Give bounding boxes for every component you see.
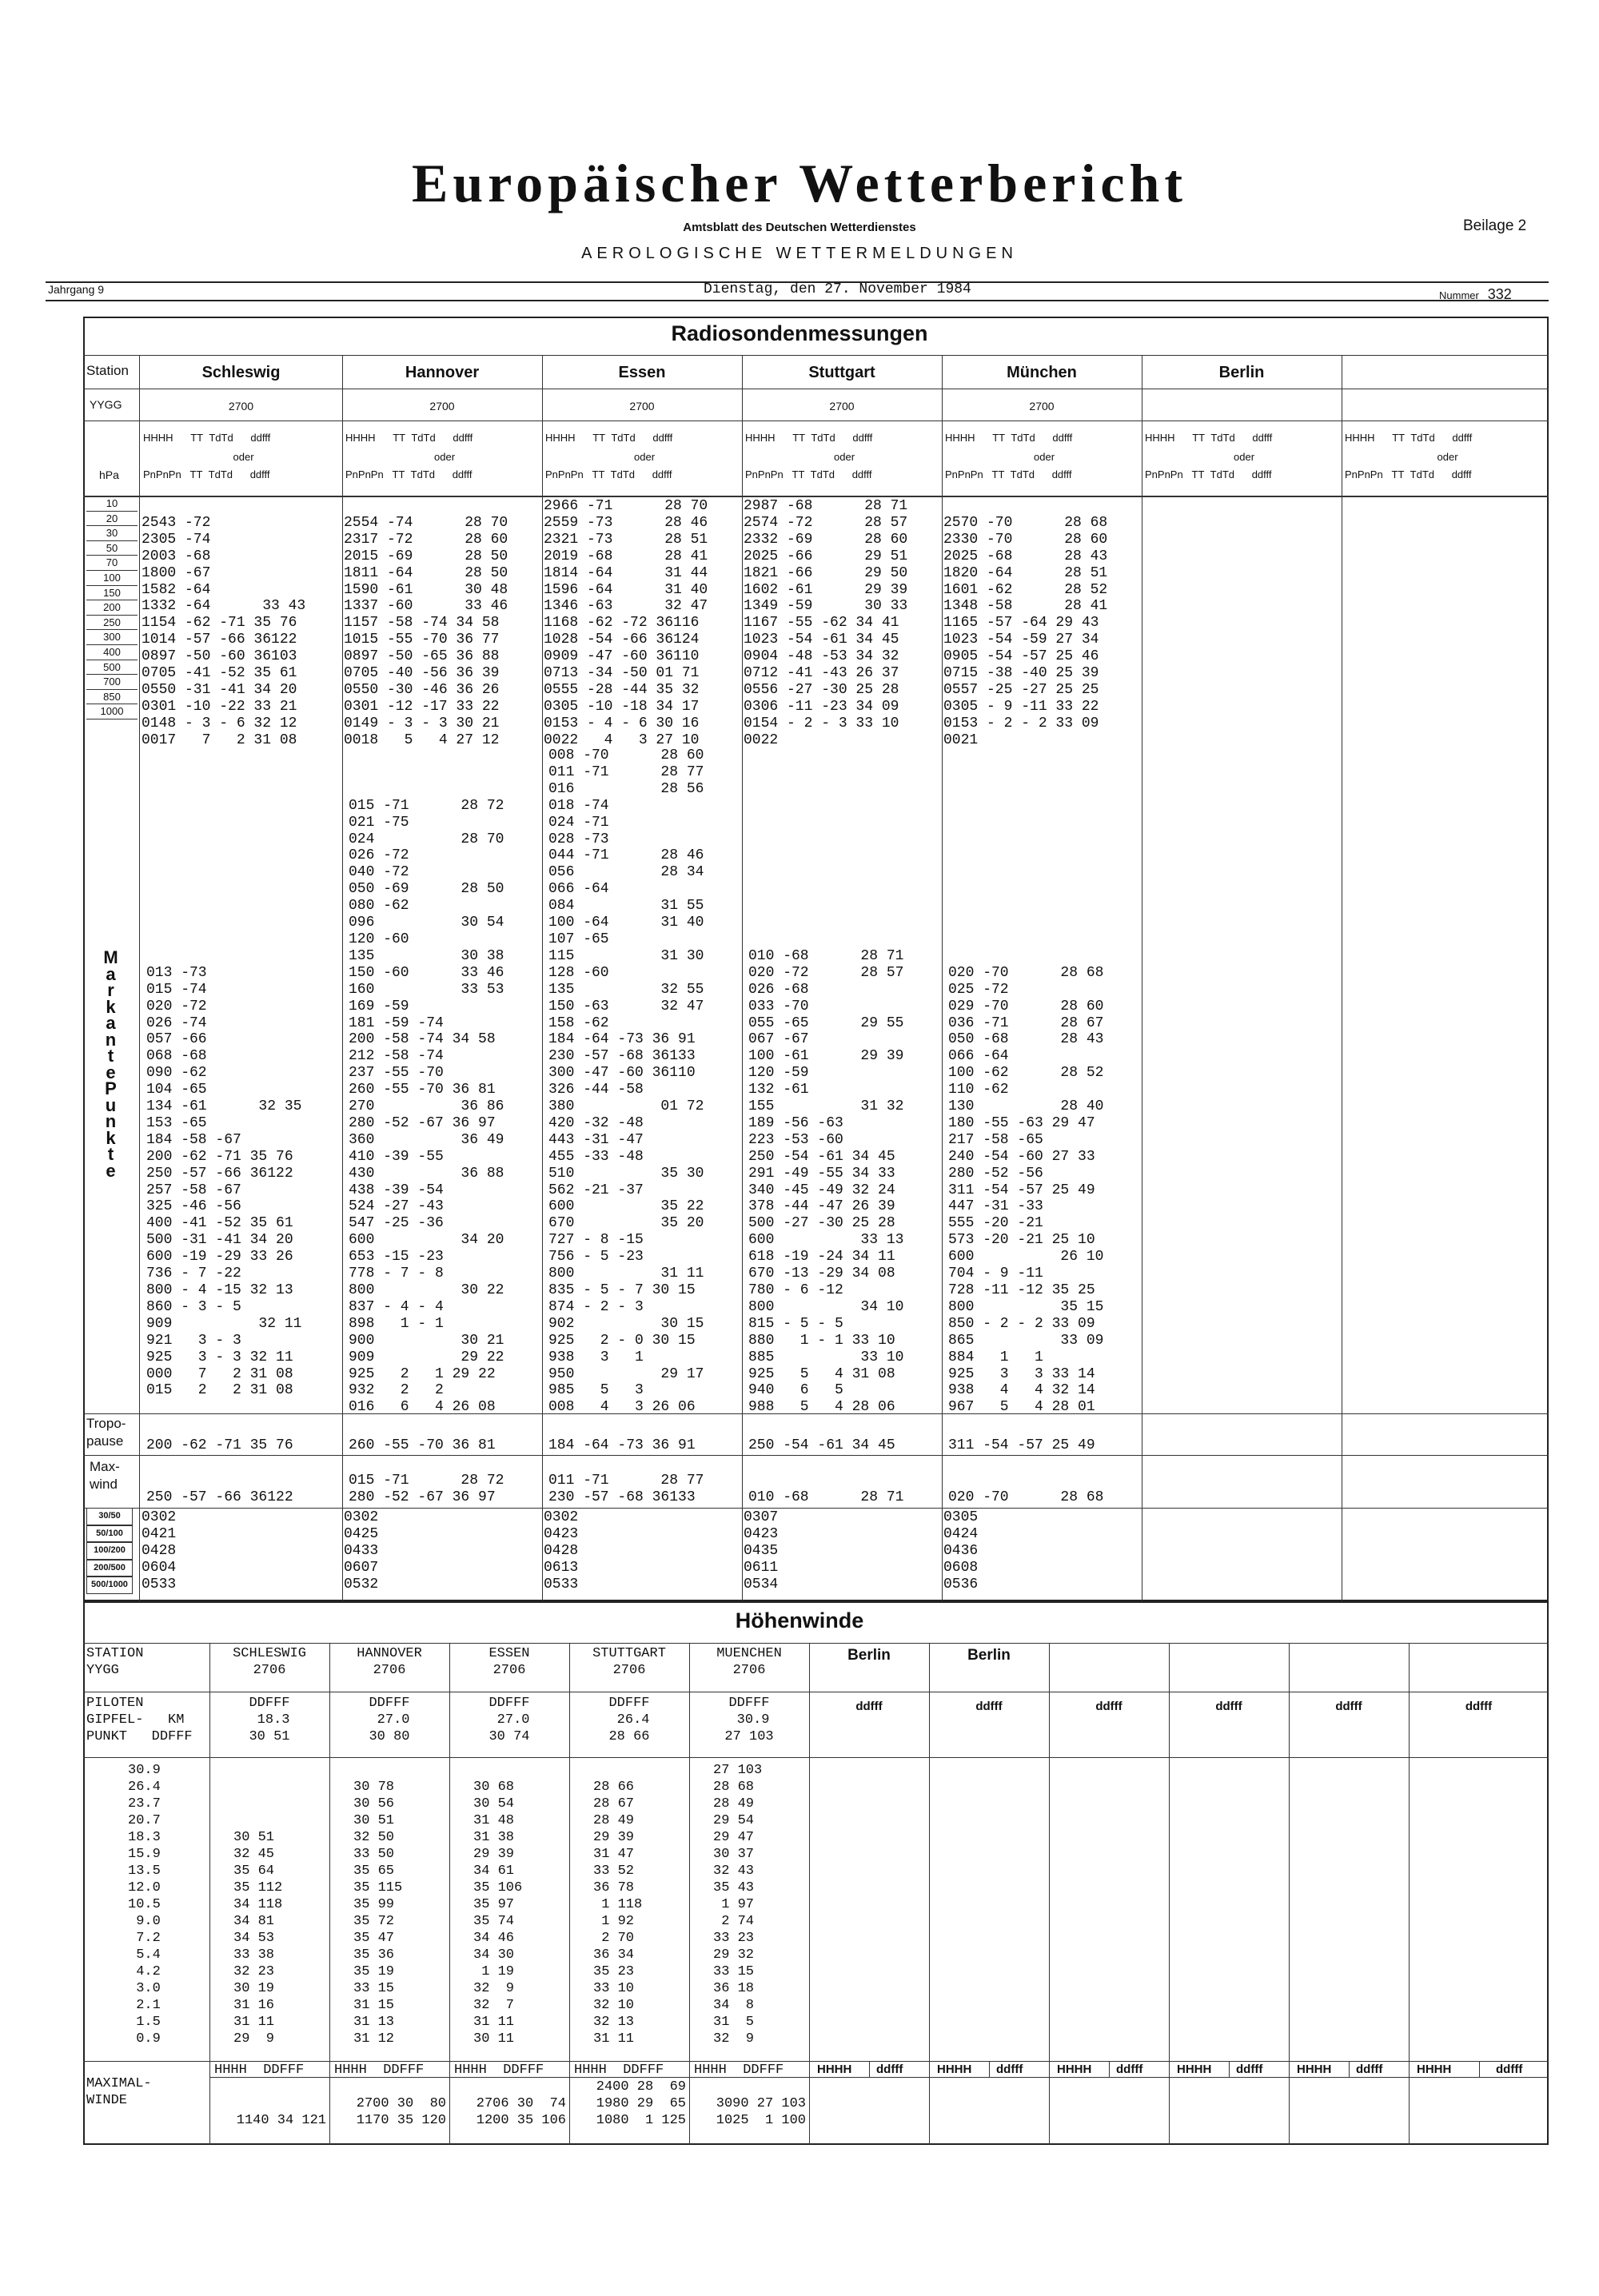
column-header-row1: HHHH TT TdTd ddfff bbox=[143, 432, 271, 444]
station-yygg: 2700 bbox=[1029, 400, 1055, 413]
station-name: Berlin bbox=[1218, 364, 1265, 381]
column-header-row1: HHHH TT TdTd ddfff bbox=[345, 432, 473, 444]
column-header-row1: HHHH TT TdTd ddfff bbox=[945, 432, 1073, 444]
hhhh-header: HHHH bbox=[817, 2063, 852, 2076]
column-header-oder: oder bbox=[634, 451, 656, 463]
hpa-level: 850 bbox=[86, 690, 138, 705]
shear-layer-label: 100/200 bbox=[86, 1542, 133, 1560]
ddfff-header: ddfff bbox=[975, 1700, 1003, 1713]
ddfff-header: ddfff bbox=[1496, 2063, 1523, 2076]
column-header-row2: PnPnPn TT TdTd ddfff bbox=[1345, 468, 1472, 480]
winds-station-yygg: 2706 bbox=[612, 1663, 646, 1678]
gipfelpunkt-data: DDFFF 27.0 30 80 bbox=[369, 1696, 410, 1744]
max-subcolumn-rule bbox=[1479, 2061, 1480, 2077]
hhhh-header: HHHH bbox=[1057, 2063, 1092, 2076]
hhhh-header: HHHH bbox=[1297, 2063, 1332, 2076]
max-header: HHHH DDFFF bbox=[214, 2063, 305, 2078]
maxwind-data: 010 -68 28 71 bbox=[748, 1489, 904, 1505]
tropopause-data: 200 -62 -71 35 76 bbox=[146, 1437, 293, 1453]
radiosonde-rule bbox=[83, 1508, 1549, 1509]
station-yygg-block: STATION YYGG bbox=[86, 1646, 144, 1678]
maximal-winde-label: MAXIMAL- WINDE bbox=[86, 2076, 152, 2108]
hpa-level: 30 bbox=[86, 526, 138, 541]
tropopause-data: 184 -64 -73 36 91 bbox=[548, 1437, 696, 1453]
maximal-winde-data: 2700 30 80 1170 35 120 bbox=[356, 2096, 446, 2128]
maxwind-data: 020 -70 28 68 bbox=[948, 1489, 1104, 1505]
column-header-oder: oder bbox=[1034, 451, 1055, 463]
winds-column-rule bbox=[1289, 1643, 1290, 2145]
ddfff-header: ddfff bbox=[1095, 1700, 1122, 1713]
max-header: HHHH DDFFF bbox=[454, 2063, 544, 2078]
winds-column-rule bbox=[569, 1643, 570, 2145]
max-subcolumn-rule bbox=[1349, 2061, 1350, 2077]
station-name: Hannover bbox=[405, 364, 480, 381]
page-subtitle: Amtsblatt des Deutschen Wetterdienstes bbox=[683, 221, 916, 234]
hhhh-header: HHHH bbox=[937, 2063, 972, 2076]
station-yygg: 2700 bbox=[829, 400, 855, 413]
berlin-header: Berlin bbox=[967, 1647, 1011, 1664]
winds-station-yygg: 2706 bbox=[492, 1663, 526, 1678]
max-header: HHHH DDFFF bbox=[574, 2063, 664, 2078]
column-header-row2: PnPnPn TT TdTd ddfff bbox=[345, 468, 473, 480]
jahrgang-label: Jahrgang 9 bbox=[48, 283, 105, 296]
column-header-row2: PnPnPn TT TdTd ddfff bbox=[745, 468, 872, 480]
ddfff-header: ddfff bbox=[1335, 1700, 1362, 1713]
station-column-rule bbox=[342, 355, 343, 1601]
hhhh-header: HHHH bbox=[1417, 2063, 1452, 2076]
hpa-level: 50 bbox=[86, 541, 138, 556]
hpa-level: 1000 bbox=[86, 704, 138, 719]
winds-column-rule bbox=[929, 1643, 930, 2145]
markante-punkte-data: 010 -68 28 71 020 -72 28 57 026 -68 033 -70 055 -65 29 55 067 -67 100 -61 29 39 120 -59 132 -61 155 31 32 189 -56 -63 223 -53 -60 250 -54 -61 34 45 291 -49 -55 34 33 340 -45 -49 32 24 378 -44 -47 26 39 500 -27 -30 25 28 600 33 13 618 -19 -24 34 11 670 -13 -29 34 08 780 - 6 -12 800 34 10 815 - 5 - 5 880 1 - 1 33 10 885 33 10 925 5 4 31 08 940 6 5 988 5 4 28 06 bbox=[748, 947, 904, 1416]
maxwind-data: 250 -57 -66 36122 bbox=[146, 1489, 293, 1505]
hpa-level: 200 bbox=[86, 600, 138, 616]
standard-levels-data: 2987 -68 28 71 2574 -72 28 57 2332 -69 28 60 2025 -66 29 51 1821 -66 29 50 1602 -61 29 39 1349 -59 30 33 1167 -55 -62 34 41 1023 -54 -61 34 45 0904 -48 -53 34 32 0712 -41 -43 26 37 0556 -27 -30 25 28 0306 -11 -23 34 09 0154 - 2 - 3 33 10 0022 bbox=[744, 498, 908, 748]
max-subcolumn-rule bbox=[1109, 2061, 1110, 2077]
winds-column-data: 27 103 28 68 28 49 29 54 29 47 30 37 32 43 35 43 1 97 2 74 33 23 29 32 33 15 36 18 34 8 31 5 32 9 bbox=[713, 1763, 763, 2047]
hpa-level-list bbox=[86, 496, 138, 719]
winds-column-rule bbox=[329, 1643, 330, 2145]
hpa-label: hPa bbox=[99, 468, 119, 481]
hpa-level: 10 bbox=[86, 496, 138, 512]
hhhh-header: HHHH bbox=[1177, 2063, 1212, 2076]
hpa-level: 400 bbox=[86, 645, 138, 660]
wind-shear-data: 0302 0425 0433 0607 0532 bbox=[344, 1509, 379, 1592]
shear-layer-label: 200/500 bbox=[86, 1560, 133, 1577]
hpa-level: 100 bbox=[86, 571, 138, 586]
max-header: HHHH DDFFF bbox=[694, 2063, 784, 2078]
radiosonde-rule bbox=[83, 496, 1549, 497]
maximal-winde-data: 3090 27 103 1025 1 100 bbox=[716, 2096, 806, 2128]
ddfff-header: ddfff bbox=[1236, 2063, 1263, 2076]
wind-shear-data: 0302 0423 0428 0613 0533 bbox=[544, 1509, 579, 1592]
max-subcolumn-rule bbox=[989, 2061, 990, 2077]
winds-station-name: ESSEN bbox=[488, 1646, 530, 1661]
winds-column-data: 30 68 30 54 31 48 31 38 29 39 34 61 35 106 35 97 35 74 34 46 34 30 1 19 32 9 32 7 31 11 30 11 bbox=[473, 1780, 523, 2047]
standard-levels-data: 2570 -70 28 68 2330 -70 28 60 2025 -68 28 43 1820 -64 28 51 1601 -62 28 52 1348 -58 28 41 1165 -57 -64 29 43 1023 -54 -59 27 34 0905 -54 -57 25 46 0715 -38 -40 25 39 0557 -25 -27 25 25 0305 - 9 -11 33 22 0153 - 2 - 2 33 09 0021 bbox=[943, 514, 1108, 748]
maximal-winde-data: 2706 30 74 1200 35 106 bbox=[476, 2096, 566, 2128]
section-heading: AEROLOGISCHE WETTERMELDUNGEN bbox=[581, 245, 1018, 262]
hpa-level: 300 bbox=[86, 630, 138, 645]
standard-levels-data: 2554 -74 28 70 2317 -72 28 60 2015 -69 28 50 1811 -64 28 50 1590 -61 30 48 1337 -60 33 46 1157 -58 -74 34 58 1015 -55 -70 36 77 0897 -50 -65 36 88 0705 -40 -56 36 39 0550 -30 -46 36 26 0301 -12 -17 33 22 0149 - 3 - 3 30 21 0018 5 4 27 12 bbox=[344, 514, 508, 748]
max-subcolumn-rule bbox=[869, 2061, 870, 2077]
tropopause-label: Tropo-pause bbox=[86, 1416, 126, 1449]
maxwind-label: Max-wind bbox=[90, 1459, 120, 1492]
winds-column-rule bbox=[809, 1643, 810, 2145]
tropopause-data: 311 -54 -57 25 49 bbox=[948, 1437, 1095, 1453]
markante-punkte-data: 020 -70 28 68 025 -72 029 -70 28 60 036 -71 28 67 050 -68 28 43 066 -64 100 -62 28 52 110 -62 130 28 40 180 -55 -63 29 47 217 -58 -65 240 -54 -60 27 33 280 -52 -56 311 -54 -57 25 49 447 -31 -33 555 -20 -21 573 -20 -21 25 10 600 26 10 704 - 9 -11 728 -11 -12 35 25 800 35 15 850 - 2 - 2 33 09 865 33 09 884 1 1 925 3 3 33 14 938 4 4 32 14 967 5 4 28 01 bbox=[948, 964, 1104, 1416]
markante-punkte-data: 015 -71 28 72 021 -75 024 28 70 026 -72 040 -72 050 -69 28 50 080 -62 096 30 54 120 -60 135 30 38 150 -60 33 46 160 33 53 169 -59 181 -59 -74 200 -58 -74 34 58 212 -58 -74 237 -55 -70 260 -55 -70 36 81 270 36 86 280 -52 -67 36 97 360 36 49 410 -39 -55 430 36 88 438 -39 -54 524 -27 -43 547 -25 -36 600 34 20 653 -15 -23 778 - 7 - 8 800 30 22 837 - 4 - 4 898 1 - 1 900 30 21 909 29 22 925 2 1 29 22 932 2 2 016 6 4 26 08 bbox=[349, 797, 504, 1416]
maxwind-data: 011 -71 28 77 230 -57 -68 36133 bbox=[548, 1473, 704, 1505]
station-yygg: 2700 bbox=[228, 400, 254, 413]
winds-column-rule bbox=[209, 1643, 210, 2145]
winds-station-name: STUTTGART bbox=[592, 1646, 666, 1661]
maximal-winde-data: 1140 34 121 bbox=[236, 2113, 326, 2128]
label-column-rule bbox=[139, 355, 140, 1601]
winds-rule bbox=[83, 1757, 1549, 1758]
winds-station-name: HANNOVER bbox=[357, 1646, 422, 1661]
winds-column-data: 30 51 32 45 35 64 35 112 34 118 34 81 34 53 33 38 32 23 30 19 31 16 31 11 29 9 bbox=[233, 1830, 283, 2047]
hpa-level: 250 bbox=[86, 616, 138, 631]
winds-column-rule bbox=[1409, 1643, 1410, 2145]
ddfff-header: ddfff bbox=[1116, 2063, 1143, 2076]
wind-shear-data: 0305 0424 0436 0608 0536 bbox=[943, 1509, 979, 1592]
station-name: Stuttgart bbox=[808, 364, 875, 381]
winds-column-data: 30 78 30 56 30 51 32 50 33 50 35 65 35 115 35 99 35 72 35 47 35 36 35 19 33 15 31 15 31 13 31 12 bbox=[353, 1780, 403, 2047]
height-list: 30.9 26.4 23.7 20.7 18.3 15.9 13.5 12.0 10.5 9.0 7.2 5.4 4.2 3.0 2.1 1.5 0.9 bbox=[128, 1763, 161, 2047]
hpa-level: 500 bbox=[86, 660, 138, 676]
column-header-row2: PnPnPn TT TdTd ddfff bbox=[143, 468, 270, 480]
winds-title: Höhenwinde bbox=[735, 1608, 864, 1632]
hpa-level: 700 bbox=[86, 675, 138, 690]
beilage-label: Beilage 2 bbox=[1463, 217, 1527, 234]
markante-punkte-label: M a r k a n t e P u n k t e bbox=[103, 947, 119, 1181]
gipfelpunkt-data: DDFFF 18.3 30 51 bbox=[249, 1696, 290, 1744]
standard-levels-data: 2543 -72 2305 -74 2003 -68 1800 -67 1582 -64 1332 -64 33 43 1154 -62 -71 35 76 1014 -57 -66 36122 0897 -50 -60 36103 0705 -41 -52 35 61 0550 -31 -41 34 20 0301 -10 -22 33 21 0148 - 3 - 6 32 12 0017 7 2 31 08 bbox=[142, 514, 306, 748]
tropopause-data: 260 -55 -70 36 81 bbox=[349, 1437, 496, 1453]
winds-station-yygg: 2706 bbox=[373, 1663, 406, 1678]
tropopause-data: 250 -54 -61 34 45 bbox=[748, 1437, 895, 1453]
column-header-oder: oder bbox=[1234, 451, 1255, 463]
radiosonde-rule bbox=[83, 355, 1549, 356]
wind-shear-data: 0302 0421 0428 0604 0533 bbox=[142, 1509, 177, 1592]
column-header-oder: oder bbox=[1437, 451, 1458, 463]
column-header-oder: oder bbox=[233, 451, 254, 463]
shear-label-list bbox=[86, 1508, 133, 1594]
column-header-row2: PnPnPn TT TdTd ddfff bbox=[545, 468, 672, 480]
issue-date: Dienstag, den 27. November 1984 bbox=[704, 281, 971, 297]
winds-station-name: SCHLESWIG bbox=[233, 1646, 306, 1661]
column-header-oder: oder bbox=[834, 451, 855, 463]
maxwind-data: 015 -71 28 72 280 -52 -67 36 97 bbox=[349, 1473, 504, 1505]
yygg-label: YYGG bbox=[90, 398, 122, 411]
shear-layer-label: 50/100 bbox=[86, 1525, 133, 1543]
max-subcolumn-rule bbox=[1229, 2061, 1230, 2077]
nummer-label: Nummer 332 bbox=[1439, 286, 1512, 302]
gipfelpunkt-data: DDFFF 26.4 28 66 bbox=[608, 1696, 650, 1744]
ddfff-header: ddfff bbox=[1465, 1700, 1493, 1713]
ddfff-header: ddfff bbox=[1356, 2063, 1383, 2076]
max-header: HHHH DDFFF bbox=[334, 2063, 425, 2078]
wind-shear-data: 0307 0423 0435 0611 0534 bbox=[744, 1509, 779, 1592]
radiosonde-title: Radiosondenmessungen bbox=[671, 321, 928, 345]
winds-station-yygg: 2706 bbox=[253, 1663, 286, 1678]
winds-column-rule bbox=[449, 1643, 450, 2145]
piloten-block: PILOTEN GIPFEL- KM PUNKT DDFFF bbox=[86, 1696, 193, 1744]
column-header-row1: HHHH TT TdTd ddfff bbox=[1345, 432, 1473, 444]
standard-levels-data: 2966 -71 28 70 2559 -73 28 46 2321 -73 28 51 2019 -68 28 41 1814 -64 31 44 1596 -64 31 40 1346 -63 32 47 1168 -62 -72 36116 1028 -54 -66 36124 0909 -47 -60 36110 0713 -34 -50 01 71 0555 -28 -44 35 32 0305 -10 -18 34 17 0153 - 4 - 6 30 16 0022 4 3 27 10 bbox=[544, 498, 708, 748]
column-header-row1: HHHH TT TdTd ddfff bbox=[1145, 432, 1273, 444]
winds-station-name: MUENCHEN bbox=[716, 1646, 782, 1661]
markante-punkte-data: 013 -73 015 -74 020 -72 026 -74 057 -66 068 -68 090 -62 104 -65 134 -61 32 35 153 -65 184 -58 -67 200 -62 -71 35 76 250 -57 -66 36122 257 -58 -67 325 -46 -56 400 -41 -52 35 61 500 -31 -41 34 20 600 -19 -29 33 26 736 - 7 -22 800 - 4 -15 32 13 860 - 3 - 5 909 32 11 921 3 - 3 925 3 - 3 32 11 000 7 2 31 08 015 2 2 31 08 bbox=[146, 964, 302, 1399]
station-label: Station bbox=[86, 363, 129, 378]
station-name: Schleswig bbox=[201, 364, 281, 381]
hpa-level: 150 bbox=[86, 586, 138, 601]
winds-column-rule bbox=[1169, 1643, 1170, 2145]
shear-layer-label: 500/1000 bbox=[86, 1577, 133, 1594]
page-title: Europäischer Wetterbericht bbox=[411, 153, 1187, 213]
markante-punkte-data: 008 -70 28 60 011 -71 28 77 016 28 56 018 -74 024 -71 028 -73 044 -71 28 46 056 28 34 066 -64 084 31 55 100 -64 31 40 107 -65 115 31 30 128 -60 135 32 55 150 -63 32 47 158 -62 184 -64 -73 36 91 230 -57 -68 36133 300 -47 -60 36110 326 -44 -58 380 01 72 420 -32 -48 443 -31 -47 455 -33 -48 510 35 30 562 -21 -37 600 35 22 670 35 20 727 - 8 -15 756 - 5 -23 800 31 11 835 - 5 - 7 30 15 874 - 2 - 3 902 30 15 925 2 - 0 30 15 938 3 1 950 29 17 985 5 3 008 4 3 26 06 bbox=[548, 747, 704, 1416]
gipfelpunkt-data: DDFFF 27.0 30 74 bbox=[488, 1696, 530, 1744]
winds-station-yygg: 2706 bbox=[732, 1663, 766, 1678]
winds-column-rule bbox=[1049, 1643, 1050, 2145]
radiosonde-rule bbox=[83, 1455, 1549, 1456]
column-header-row2: PnPnPn TT TdTd ddfff bbox=[1145, 468, 1272, 480]
maximal-winde-data: 2400 28 69 1980 29 65 1080 1 125 bbox=[596, 2079, 686, 2128]
gipfelpunkt-data: DDFFF 30.9 27 103 bbox=[724, 1696, 774, 1744]
station-name: München bbox=[1007, 364, 1077, 381]
hpa-level: 20 bbox=[86, 512, 138, 527]
berlin-header: Berlin bbox=[847, 1647, 891, 1664]
header-rule-bottom bbox=[46, 300, 1549, 301]
column-header-row2: PnPnPn TT TdTd ddfff bbox=[945, 468, 1072, 480]
station-column-rule bbox=[742, 355, 743, 1601]
ddfff-header: ddfff bbox=[996, 2063, 1023, 2076]
ddfff-header: ddfff bbox=[1215, 1700, 1242, 1713]
winds-column-rule bbox=[689, 1643, 690, 2145]
column-header-row1: HHHH TT TdTd ddfff bbox=[545, 432, 673, 444]
ddfff-header: ddfff bbox=[855, 1700, 883, 1713]
column-header-oder: oder bbox=[434, 451, 456, 463]
ddfff-header: ddfff bbox=[876, 2063, 903, 2076]
shear-layer-label: 30/50 bbox=[86, 1508, 133, 1525]
winds-column-data: 28 66 28 67 28 49 29 39 31 47 33 52 36 78 1 118 1 92 2 70 36 34 35 23 33 10 32 10 32 13 31 11 bbox=[593, 1780, 643, 2047]
station-column-rule bbox=[942, 355, 943, 1601]
hpa-level: 70 bbox=[86, 556, 138, 571]
station-column-rule bbox=[542, 355, 543, 1601]
winds-rule bbox=[83, 1643, 1549, 1644]
station-name: Essen bbox=[618, 364, 666, 381]
station-yygg: 2700 bbox=[629, 400, 655, 413]
column-header-row1: HHHH TT TdTd ddfff bbox=[745, 432, 873, 444]
station-yygg: 2700 bbox=[429, 400, 455, 413]
